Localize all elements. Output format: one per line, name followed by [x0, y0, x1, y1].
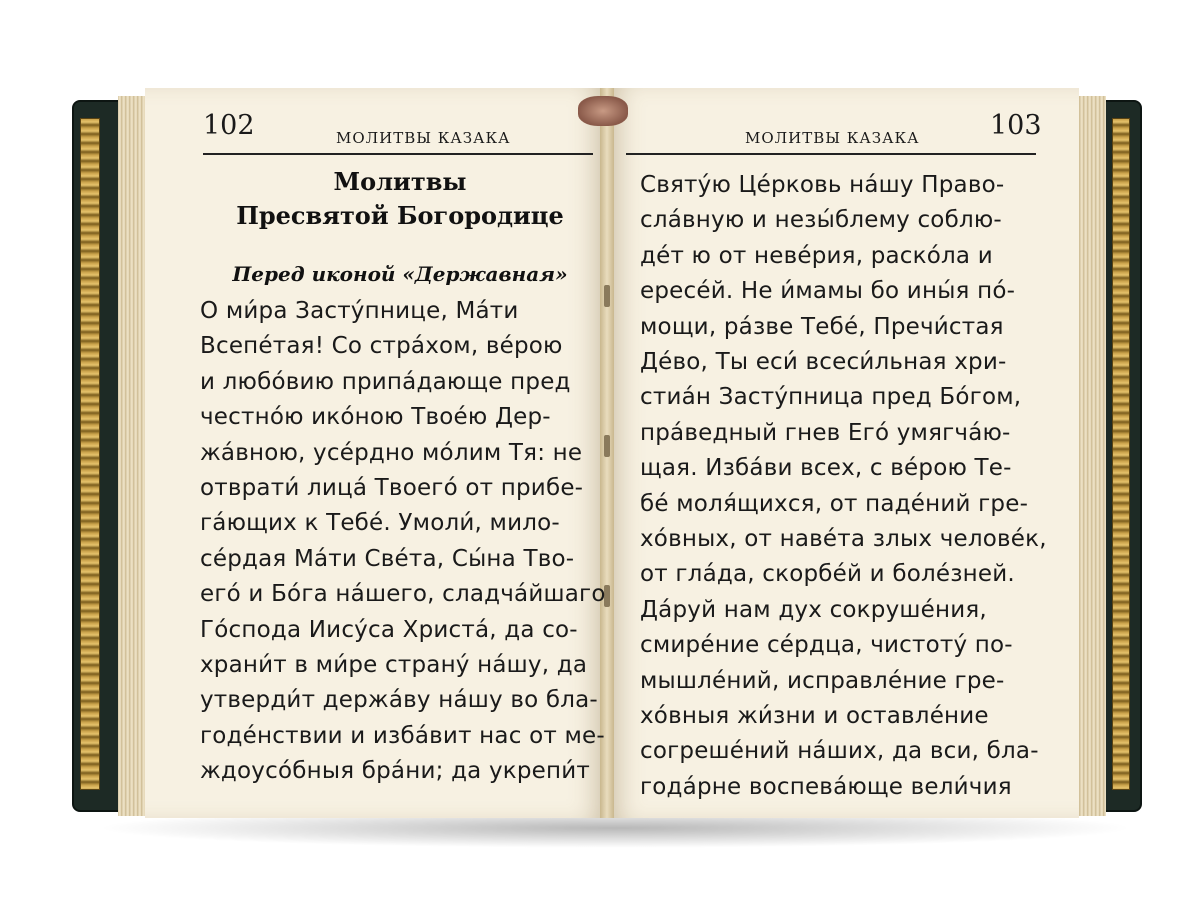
text-line: де́т ю от неве́рия, раско́ла и [640, 242, 993, 269]
text-line: согреше́ний на́ших, да вси, бла- [640, 738, 1039, 765]
text-line: от гла́да, скорбе́й и боле́зней. [640, 561, 1015, 588]
text-line: бе́ моля́щихся, от паде́ний гре- [640, 490, 1029, 517]
text-line: га́ющих к Тебе́. Умоли́, мило- [200, 510, 560, 537]
right-header-rule [626, 153, 1036, 155]
page-stack-right [1076, 96, 1106, 816]
text-line: О ми́ра Засту́пнице, Ма́ти [200, 298, 519, 324]
gilded-edge-left [80, 118, 100, 790]
text-line: смире́ние се́рдца, чистоту́ по- [640, 632, 1013, 659]
text-line: Да́руй нам дух сокруше́ния, [640, 596, 987, 623]
binding-stitch [604, 435, 610, 457]
text-line: хо́вныя жи́зни и оставле́ние [640, 703, 989, 729]
text-line: храни́т в ми́ре страну́ на́шу, да [200, 652, 588, 678]
text-line: Святу́ю Це́рковь на́шу Право- [640, 172, 1005, 198]
prayer-section-title-line2: Пресвятой Богородице [236, 201, 564, 230]
text-line: пра́ведный гнев Его́ умягча́ю- [640, 419, 1011, 446]
text-line: сла́вную и незы́блему соблю- [640, 207, 1002, 234]
text-line: утверди́т держа́ву на́шу во бла- [200, 687, 598, 714]
ribbon-bookmark [578, 96, 628, 126]
gilded-edge-right [1112, 118, 1130, 790]
text-line: стиа́н Засту́пница пред Бо́гом, [640, 384, 1022, 411]
prayer-section-title-line1: Молитвы [333, 167, 467, 196]
text-line: щая. Изба́ви всех, с ве́рою Те- [640, 455, 1012, 482]
text-line: и любо́вию припа́дающе пред [200, 368, 571, 395]
text-line: Го́спода Иису́са Христа́, да со- [200, 616, 578, 643]
text-line: Де́во, Ты еси́ всеси́льная хри- [640, 349, 1007, 375]
text-line: отврати́ лица́ Твоего́ от прибе- [200, 475, 584, 501]
text-line: Всепе́тая! Со стра́хом, ве́рою [200, 333, 563, 360]
text-line: мышле́ний, исправле́ние гре- [640, 667, 1005, 694]
text-line: года́рне воспева́юще вели́чия [640, 773, 1012, 800]
right-page-number: 103 [990, 110, 1042, 141]
left-page-number: 102 [203, 110, 255, 141]
text-line: ересе́й. Не и́мамы бо ины́я по́- [640, 278, 1016, 305]
prayer-subtitle: Перед иконой «Державная» [232, 262, 568, 286]
right-running-head: МОЛИТВЫ КАЗАКА [745, 129, 920, 147]
text-line: честно́ю ико́ною Твое́ю Дер- [200, 404, 551, 431]
text-line: мощи, ра́зве Тебе́, Пречи́стая [640, 313, 1004, 340]
text-line: жа́вною, усе́рдно мо́лим Тя: не [200, 439, 583, 466]
text-line: ждоусо́бныя бра́ни; да укрепи́т [200, 758, 591, 785]
text-line: годе́нствии и изба́вит нас от ме- [200, 722, 605, 749]
left-running-head: МОЛИТВЫ КАЗАКА [336, 129, 511, 147]
text-line: его́ и Бо́га на́шего, сладча́йшаго [200, 581, 606, 608]
left-header-rule [203, 153, 593, 155]
text-line: хо́вных, от наве́та злых челове́к, [640, 526, 1047, 552]
binding-stitch [604, 285, 610, 307]
text-line: се́рдая Ма́ти Све́та, Сы́на Тво- [200, 545, 575, 572]
